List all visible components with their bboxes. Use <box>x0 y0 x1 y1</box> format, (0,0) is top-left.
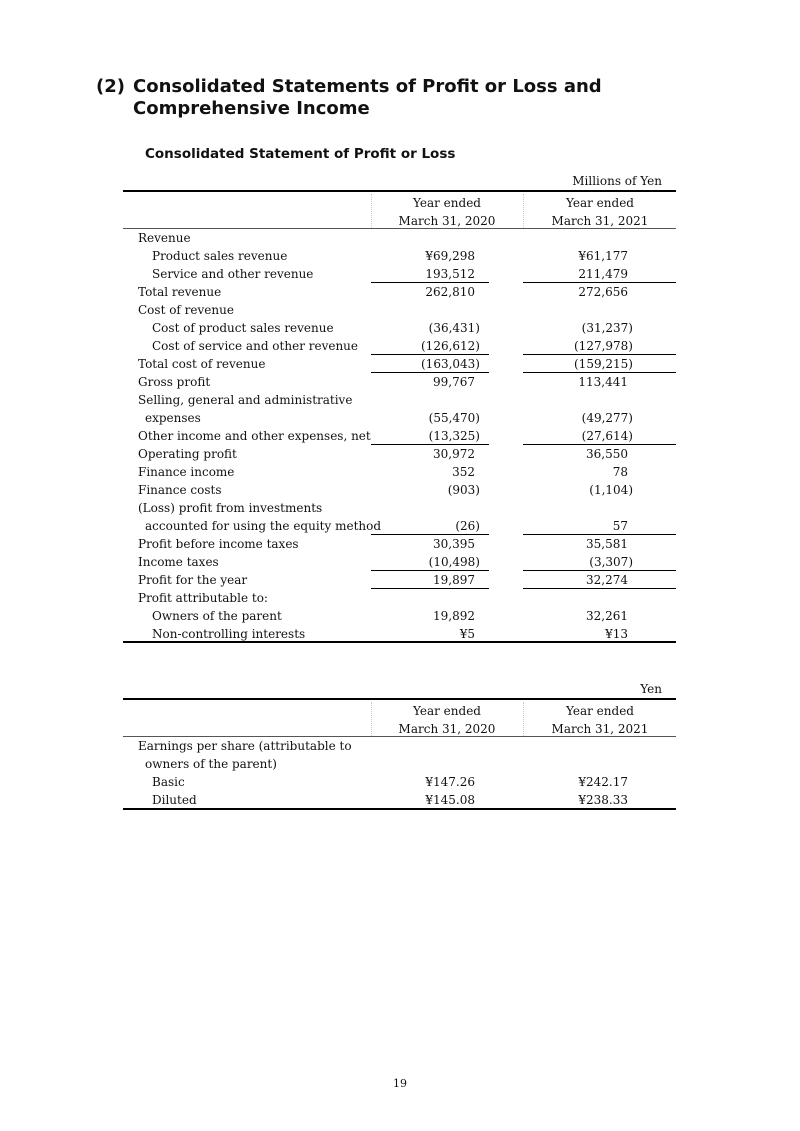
page-number: 19 <box>393 1077 407 1090</box>
table-row: Total revenue 262,810 272,656 <box>138 285 628 299</box>
table-row: Profit for the year 19,897 32,274 <box>138 573 628 587</box>
table-row: Gross profit 99,767 113,441 <box>138 375 628 389</box>
table2-top-rule <box>123 698 676 700</box>
table-row: Service and other revenue 193,512 211,479 <box>152 267 628 281</box>
statement-title: Consolidated Statement of Profit or Loss <box>145 146 456 162</box>
table-row: Profit attributable to: <box>138 591 268 605</box>
table1-col2-header: Year ended March 31, 2021 <box>551 196 649 228</box>
table-row: Earnings per share (attributable to <box>138 739 352 753</box>
table2-col1-header: Year ended March 31, 2020 <box>398 704 496 736</box>
table-row: Income taxes (10,498) (3,307) <box>138 555 633 569</box>
table1-top-rule <box>123 190 676 192</box>
table-row: Cost of revenue <box>138 303 234 317</box>
table-row: accounted for using the equity method (26) 57 <box>145 519 628 533</box>
earnings-per-share-table <box>123 698 676 810</box>
table-row: owners of the parent) <box>145 757 277 771</box>
table-row: Diluted ¥145.08 ¥238.33 <box>152 793 628 807</box>
table-row: Revenue <box>138 231 191 245</box>
table1-unit: Millions of Yen <box>572 174 662 188</box>
table-row: Cost of product sales revenue (36,431) (31,237) <box>152 321 633 335</box>
table2-bottom-rule <box>123 808 676 810</box>
table1-col1-header: Year ended March 31, 2020 <box>398 196 496 228</box>
table-row: Owners of the parent 19,892 32,261 <box>152 609 628 623</box>
table-row: expenses (55,470) (49,277) <box>145 411 633 425</box>
table-row: Non-controlling interests ¥5 ¥13 <box>152 627 628 641</box>
table2-unit: Yen <box>640 682 662 696</box>
section-title: Consolidated Statements of Profit or Loss and Comprehensive Income <box>133 76 602 119</box>
table-row: (Loss) profit from investments <box>138 501 323 515</box>
table-row: Finance income 352 78 <box>138 465 628 479</box>
table-row: Basic ¥147.26 ¥242.17 <box>152 775 628 789</box>
table-row: Other income and other expenses, net (13,325) (27,614) <box>138 429 633 443</box>
table2-col2-header: Year ended March 31, 2021 <box>551 704 649 736</box>
table-row: Product sales revenue ¥69,298 ¥61,177 <box>152 249 628 263</box>
table-row: Cost of service and other revenue (126,612) (127,978) <box>152 339 633 353</box>
table-row: Selling, general and administrative <box>138 393 353 407</box>
table-row: Operating profit 30,972 36,550 <box>138 447 628 461</box>
table-row: Finance costs (903) (1,104) <box>138 483 633 497</box>
table-row: Total cost of revenue (163,043) (159,215) <box>138 357 633 371</box>
table1-bottom-rule <box>123 641 676 643</box>
table-row: Profit before income taxes 30,395 35,581 <box>138 537 628 551</box>
section-number: (2) <box>96 76 125 97</box>
profit-loss-table <box>123 190 676 642</box>
